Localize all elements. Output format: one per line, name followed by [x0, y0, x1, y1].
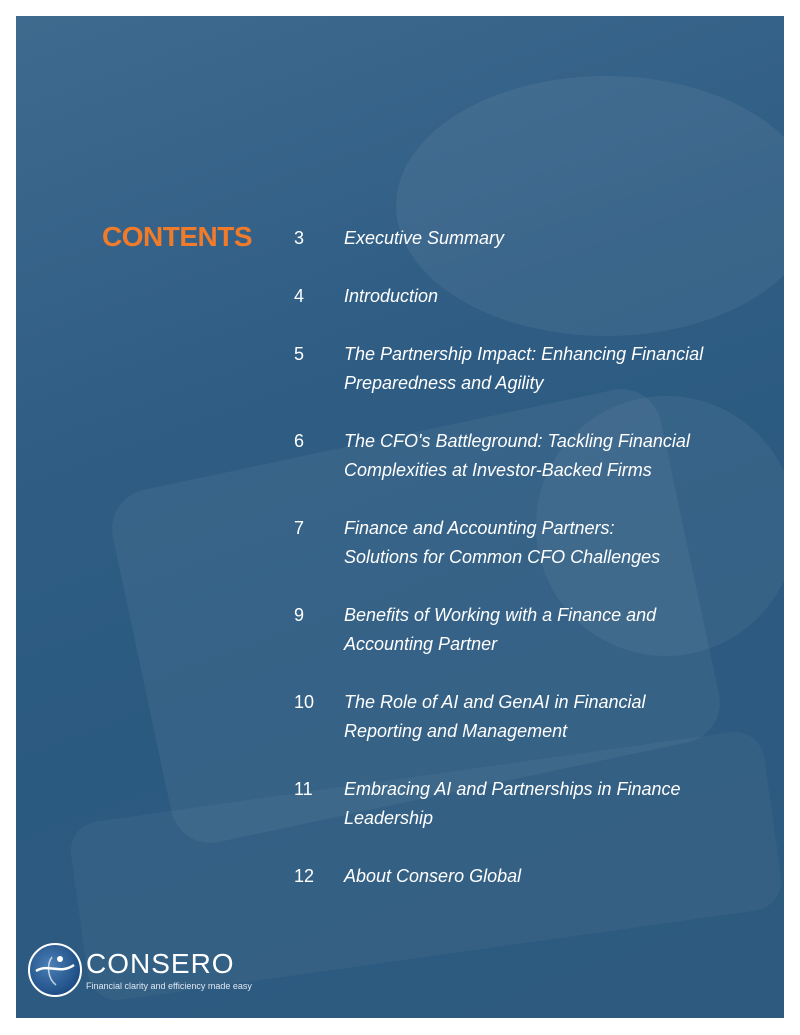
toc-title: Embracing AI and Partnerships in Finance Leadership — [344, 779, 681, 828]
toc-title: The CFO's Battleground: Tackling Financial Complexities at Investor-Backed Firms — [344, 431, 690, 480]
page-title: CONTENTS — [102, 221, 252, 252]
toc-item[interactable] — [294, 514, 764, 572]
toc-page-number: 11 — [294, 779, 313, 799]
consero-globe-icon — [28, 943, 82, 997]
toc-page-number: 7 — [294, 518, 305, 538]
toc-title: The Role of AI and GenAI in Financial Reporting and Management — [344, 692, 646, 741]
toc-item[interactable] — [294, 224, 764, 253]
toc-item[interactable] — [294, 282, 764, 311]
toc-item[interactable] — [294, 775, 764, 833]
logo-tagline: Financial clarity and efficiency made easy — [86, 981, 252, 991]
toc-page-number: 4 — [294, 286, 305, 306]
toc-item[interactable] — [294, 340, 764, 398]
logo-wordmark: CONSERO — [86, 948, 235, 979]
toc-page-number: 12 — [294, 866, 315, 886]
toc-page-number: 9 — [294, 605, 305, 625]
toc-page-number: 10 — [294, 692, 315, 712]
toc-page-number: 3 — [294, 228, 305, 248]
table-of-contents — [294, 224, 764, 920]
toc-title: Executive Summary — [344, 228, 505, 248]
toc-item[interactable] — [294, 862, 764, 891]
toc-item[interactable] — [294, 601, 764, 659]
toc-page-number: 6 — [294, 431, 305, 451]
toc-item[interactable] — [294, 688, 764, 746]
toc-page-number: 5 — [294, 344, 305, 364]
toc-title: Finance and Accounting Partners: Solutions for Common CFO Challenges — [344, 518, 661, 567]
consero-logo — [28, 943, 252, 997]
contents-page — [16, 16, 784, 1018]
toc-title: Introduction — [344, 286, 439, 306]
toc-title: Benefits of Working with a Finance and Accounting Partner — [344, 605, 657, 654]
toc-title: About Consero Global — [344, 866, 522, 886]
toc-item[interactable] — [294, 427, 764, 485]
toc-title: The Partnership Impact: Enhancing Financial Preparedness and Agility — [344, 344, 704, 393]
